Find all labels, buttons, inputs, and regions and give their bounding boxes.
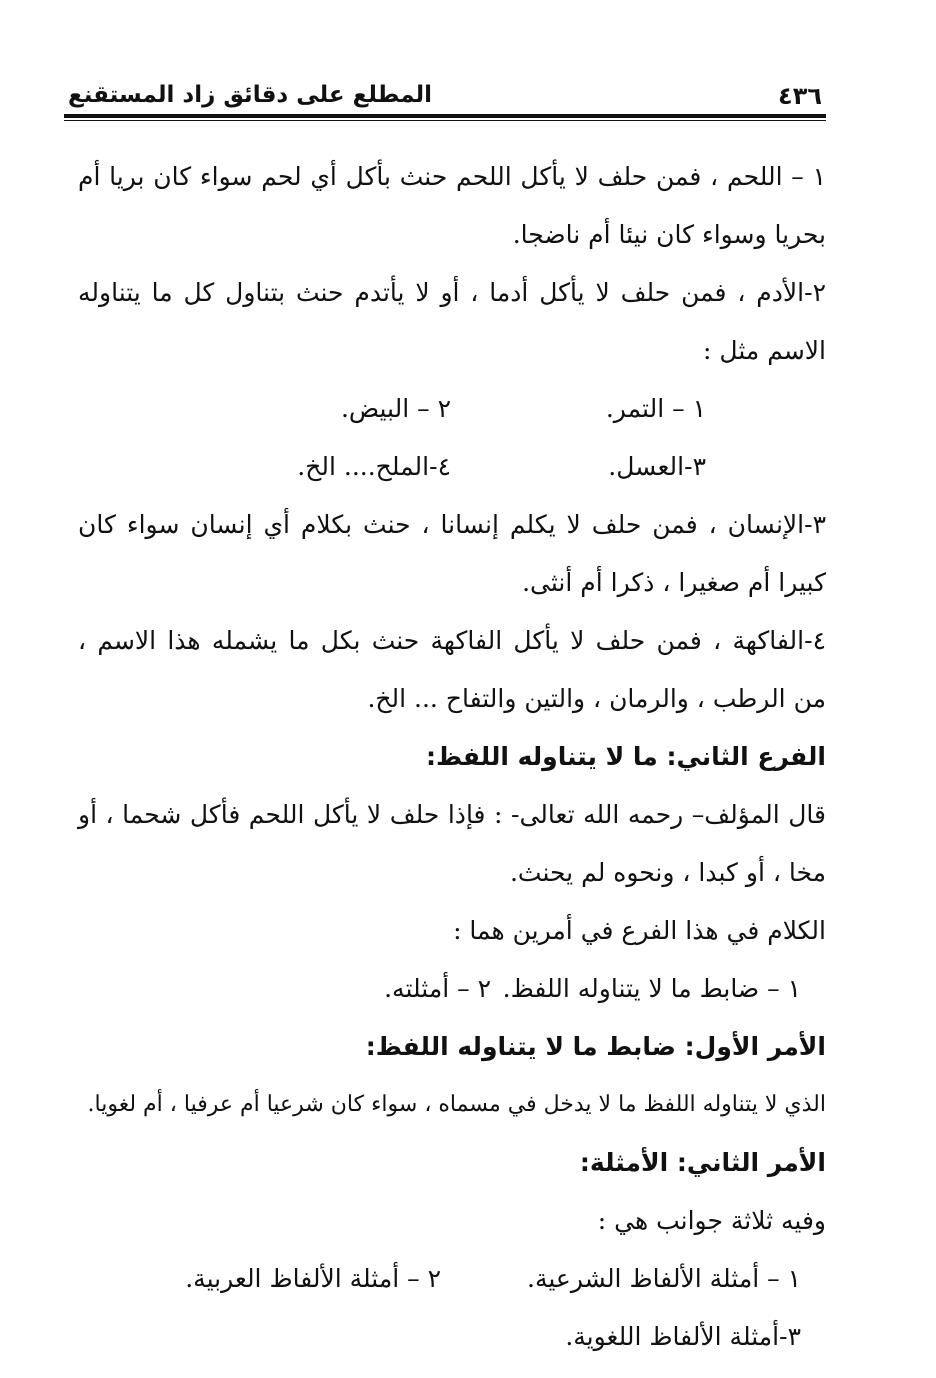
section-heading: الأمر الأول: ضابط ما لا يتناوله اللفظ: (365, 1032, 826, 1061)
page-header (64, 80, 826, 112)
paragraph-line: الكلام في هذا الفرع في أمرين هما : (453, 916, 826, 945)
list-item: ٤-الملح.... الخ. (297, 452, 451, 481)
paragraph-line: بحريا وسواء كان نيئا أم ناضجا. (512, 220, 826, 249)
list-row (78, 1308, 826, 1366)
page-number: ٤٣٦ (778, 82, 822, 110)
list-item: ٢ – البيض. (340, 394, 451, 423)
paragraph-line: الاسم مثل : (703, 336, 826, 365)
list-row (78, 960, 826, 1018)
header-rule-thick (64, 114, 826, 118)
paragraph-line: من الرطب ، والرمان ، والتين والتفاح ... الخ. (367, 684, 826, 713)
page-body (78, 148, 826, 1366)
section-heading: الأمر الثاني: الأمثلة: (579, 1148, 826, 1177)
list-row (78, 1250, 826, 1308)
paragraph-line: ٢-الأدم ، فمن حلف لا يأكل أدما ، أو لا يأتدم حنث بتناول كل ما يتناوله (78, 278, 826, 307)
paragraph-line: ٣-الإنسان ، فمن حلف لا يكلم إنسانا ، حنث بكلام أي إنسان سواء كان (78, 510, 826, 539)
header-rule-thin (64, 120, 826, 121)
paragraph-line: مخا ، أو كبدا ، ونحوه لم يحنث. (509, 858, 826, 887)
paragraph-line: كبيرا أم صغيرا ، ذكرا أم أنثى. (522, 568, 826, 597)
list-item: ١ – ضابط ما لا يتناوله اللفظ. (502, 974, 801, 1003)
section-heading: الفرع الثاني: ما لا يتناوله اللفظ: (426, 742, 826, 771)
list-item: ٣-العسل. (608, 452, 706, 481)
running-title: المطلع على دقائق زاد المستقنع (68, 82, 433, 108)
list-row (78, 438, 826, 496)
list-item: ٢ – أمثلته. (384, 974, 491, 1003)
list-item: ١ – التمر. (605, 394, 706, 423)
paragraph-line: ١ – اللحم ، فمن حلف لا يأكل اللحم حنث بأكل أي لحم سواء كان بريا أم (78, 162, 826, 191)
list-item: ٢ – أمثلة الألفاظ العربية. (185, 1264, 441, 1293)
list-row (78, 380, 826, 438)
paragraph-line: قال المؤلف– رحمه الله تعالى- : فإذا حلف لا يأكل اللحم فأكل شحما ، أو (78, 800, 826, 829)
paragraph-line: وفيه ثلاثة جوانب هي : (597, 1206, 826, 1235)
list-item: ٣-أمثلة الألفاظ اللغوية. (565, 1322, 801, 1351)
paragraph-line: الذي لا يتناوله اللفظ ما لا يدخل في مسماه ، سواء كان شرعيا أم عرفيا ، أم لغويا. (87, 1092, 826, 1117)
paragraph-line: ٤-الفاكهة ، فمن حلف لا يأكل الفاكهة حنث بكل ما يشمله هذا الاسم ، (78, 626, 826, 655)
list-item: ١ – أمثلة الألفاظ الشرعية. (527, 1264, 801, 1293)
